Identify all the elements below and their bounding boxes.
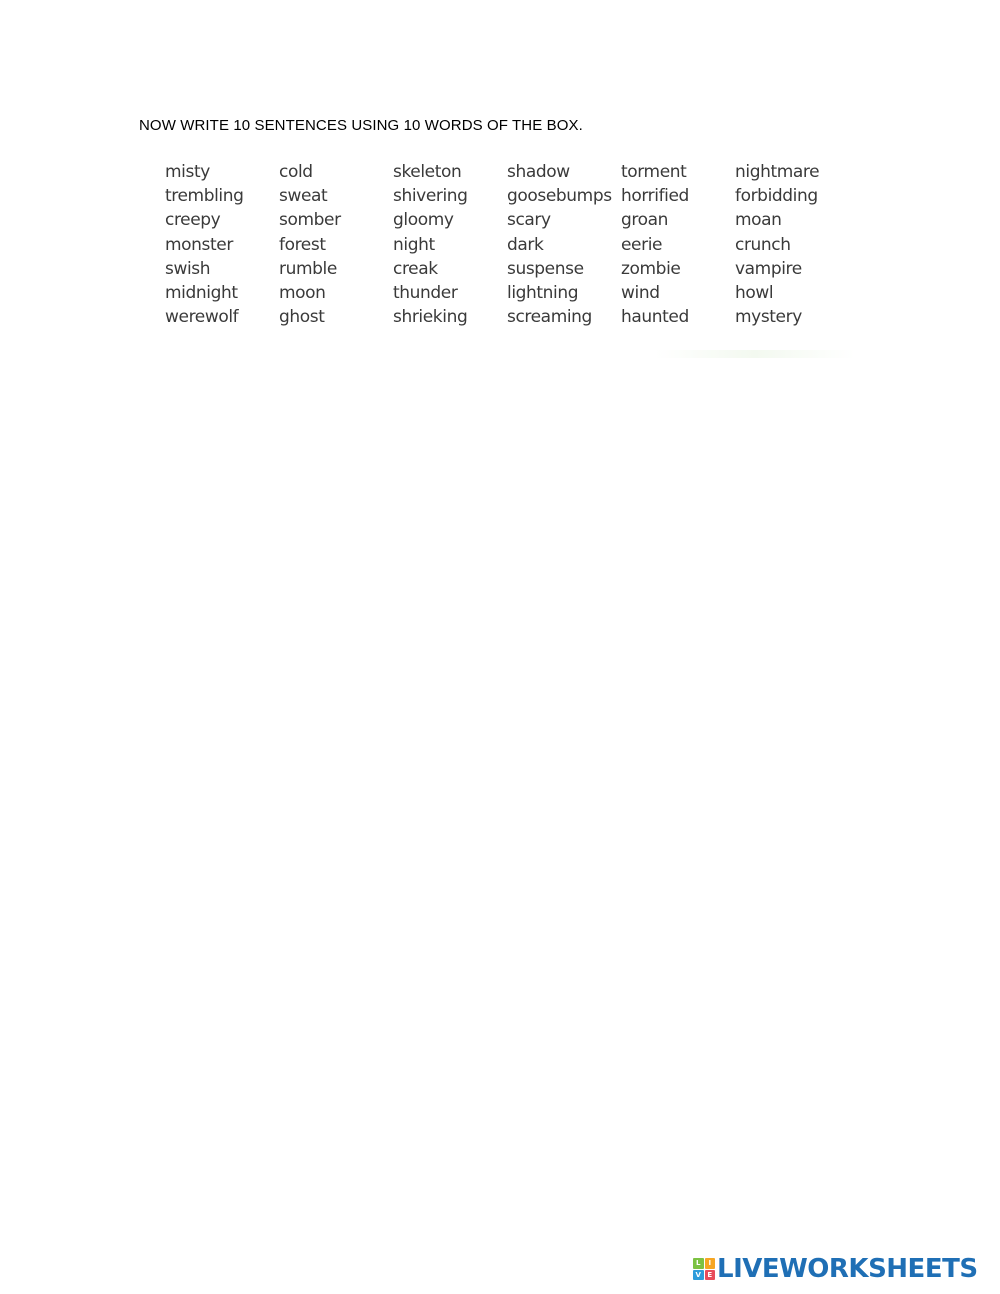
word-item: werewolf — [165, 307, 239, 328]
word-item: eerie — [621, 234, 663, 255]
word-row — [165, 160, 865, 184]
word-item: mystery — [735, 307, 802, 328]
instruction-text: NOW WRITE 10 SENTENCES USING 10 WORDS OF THE BOX. — [139, 117, 583, 134]
word-item: trembling — [165, 186, 244, 207]
word-item: gloomy — [393, 210, 454, 231]
liveworksheets-brand — [693, 1253, 978, 1285]
word-item: moan — [735, 210, 782, 231]
word-item: zombie — [621, 258, 681, 279]
word-item: suspense — [507, 258, 584, 279]
word-item: shivering — [393, 186, 468, 207]
word-item: shadow — [507, 162, 570, 183]
word-item: creepy — [165, 210, 221, 231]
word-item: thunder — [393, 283, 458, 304]
word-item: forest — [279, 234, 326, 255]
word-item: groan — [621, 210, 668, 231]
word-item: skeleton — [393, 162, 462, 183]
word-item: wind — [621, 283, 660, 304]
word-item: vampire — [735, 258, 802, 279]
word-item: rumble — [279, 258, 337, 279]
word-item: torment — [621, 162, 687, 183]
word-item: swish — [165, 258, 211, 279]
word-item: scary — [507, 210, 551, 231]
word-item: nightmare — [735, 162, 820, 183]
liveworksheets-logo-icon — [693, 1258, 715, 1280]
word-item: shrieking — [393, 307, 468, 328]
word-item: night — [393, 234, 435, 255]
word-item: dark — [507, 234, 544, 255]
word-row — [165, 208, 865, 232]
word-item: haunted — [621, 307, 689, 328]
word-box — [165, 160, 865, 335]
word-item: sweat — [279, 186, 328, 207]
word-item: somber — [279, 210, 341, 231]
word-item: goosebumps — [507, 186, 612, 207]
word-item: creak — [393, 258, 438, 279]
word-row — [165, 233, 865, 257]
word-row — [165, 257, 865, 281]
word-item: ghost — [279, 307, 325, 328]
word-row — [165, 184, 865, 208]
word-item: cold — [279, 162, 313, 183]
word-item: forbidding — [735, 186, 818, 207]
word-item: midnight — [165, 283, 238, 304]
word-item: misty — [165, 162, 210, 183]
word-row — [165, 305, 865, 329]
logo-letter: E — [705, 1270, 716, 1281]
word-item: monster — [165, 234, 233, 255]
word-item: moon — [279, 283, 326, 304]
word-item: crunch — [735, 234, 791, 255]
logo-letter: I — [705, 1258, 716, 1269]
brand-name: LIVEWORKSHEETS — [717, 1254, 978, 1284]
logo-letter: V — [693, 1270, 704, 1281]
word-item: howl — [735, 283, 774, 304]
faint-watermark-mark — [655, 350, 855, 358]
logo-letter: L — [693, 1258, 704, 1269]
word-item: screaming — [507, 307, 592, 328]
word-item: lightning — [507, 283, 579, 304]
word-item: horrified — [621, 186, 689, 207]
word-row — [165, 281, 865, 305]
